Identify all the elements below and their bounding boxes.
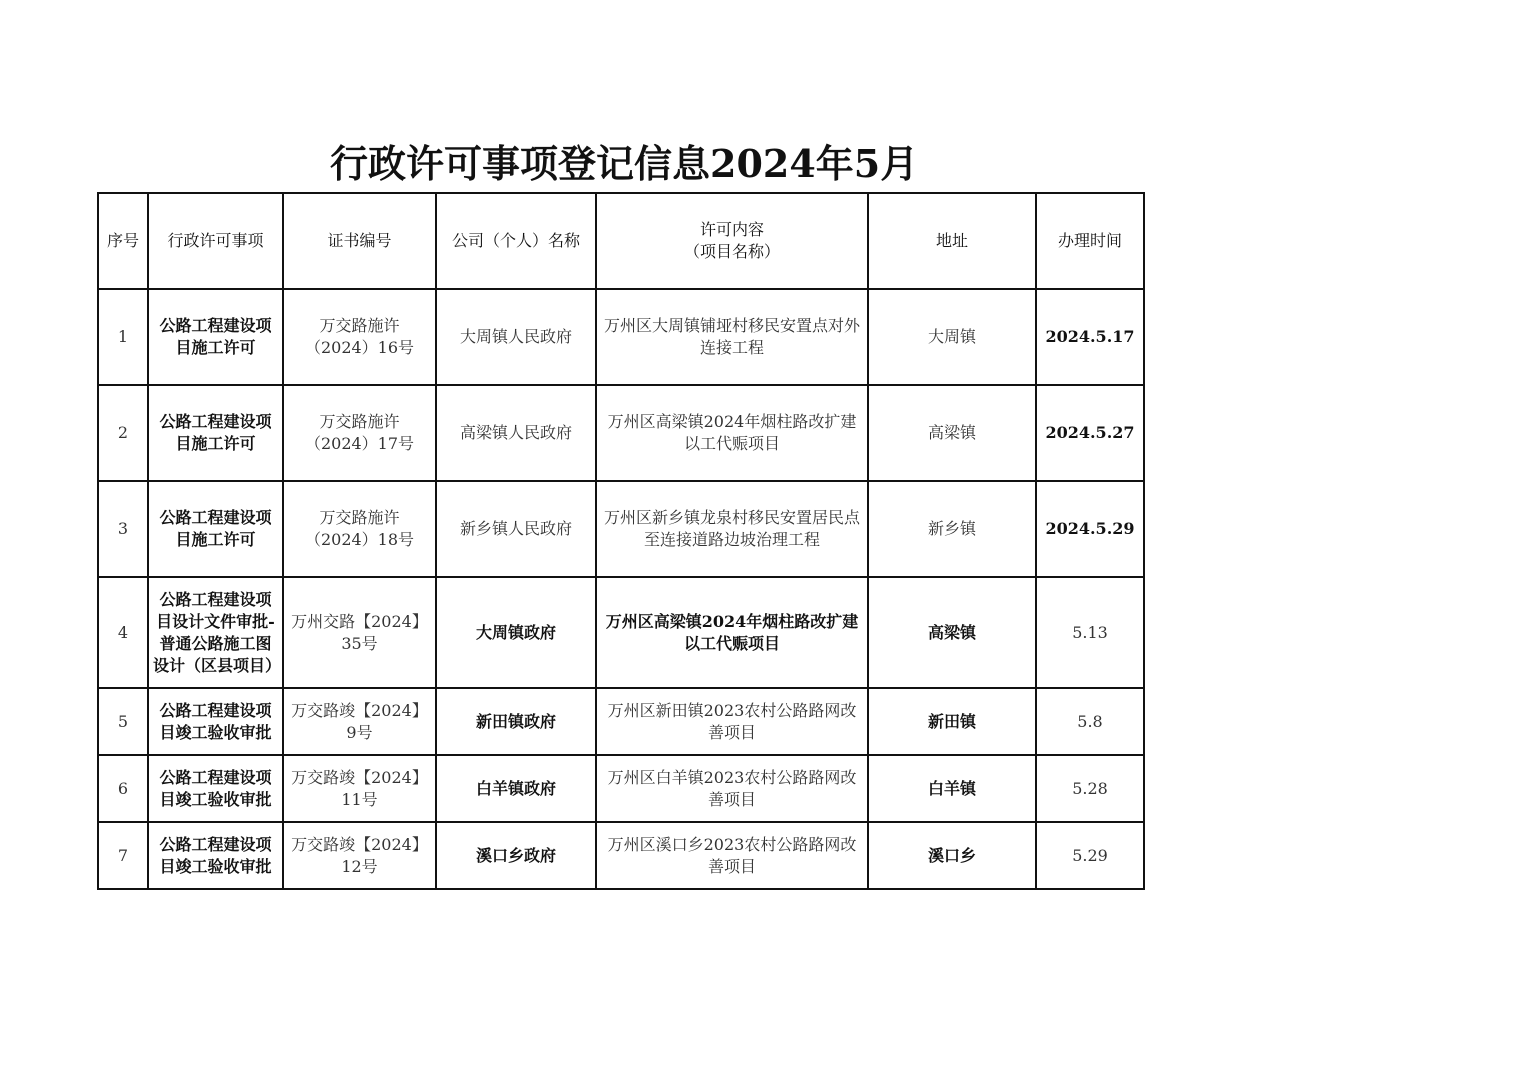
cell-address: 大周镇 — [868, 289, 1036, 385]
cell-cert-line2: 12号 — [341, 856, 378, 876]
cell-address: 高梁镇 — [868, 577, 1036, 688]
table-row — [98, 385, 1144, 481]
cell-cert-line2: 9号 — [346, 722, 373, 742]
cell-item: 公路工程建设项目施工许可 — [148, 481, 283, 577]
header-address: 地址 — [868, 193, 1036, 289]
cell-seq: 6 — [98, 755, 148, 822]
cell-content: 万州区白羊镇2023农村公路路网改善项目 — [596, 755, 868, 822]
cell-cert — [283, 755, 436, 822]
table-row — [98, 481, 1144, 577]
cell-time: 5.13 — [1036, 577, 1144, 688]
cell-cert-line1: 万交路竣【2024】 — [291, 767, 428, 787]
cell-address: 溪口乡 — [868, 822, 1036, 889]
cell-cert-line2: （2024）17号 — [304, 434, 415, 453]
cell-time: 5.28 — [1036, 755, 1144, 822]
cell-company: 新田镇政府 — [436, 688, 596, 755]
cell-item: 公路工程建设项目施工许可 — [148, 385, 283, 481]
cell-item: 公路工程建设项目竣工验收审批 — [148, 755, 283, 822]
cell-content: 万州区高梁镇2024年烟柱路改扩建以工代赈项目 — [596, 577, 868, 688]
cell-time: 2024.5.17 — [1036, 289, 1144, 385]
cell-content: 万州区高梁镇2024年烟柱路改扩建以工代赈项目 — [596, 385, 868, 481]
cell-content: 万州区新乡镇龙泉村移民安置居民点至连接道路边坡治理工程 — [596, 481, 868, 577]
cell-company: 高梁镇人民政府 — [436, 385, 596, 481]
header-content — [596, 193, 868, 289]
cell-seq: 1 — [98, 289, 148, 385]
cell-cert — [283, 481, 436, 577]
cell-company: 大周镇人民政府 — [436, 289, 596, 385]
cell-cert-line1: 万州交路【2024】 — [291, 611, 428, 631]
cell-address: 高梁镇 — [868, 385, 1036, 481]
cell-cert — [283, 289, 436, 385]
header-company: 公司（个人）名称 — [436, 193, 596, 289]
permit-table — [97, 192, 1145, 890]
cell-cert — [283, 822, 436, 889]
header-content-line2: （项目名称） — [683, 242, 780, 261]
cell-cert-line2: 35号 — [341, 633, 378, 653]
cell-address: 新田镇 — [868, 688, 1036, 755]
cell-cert — [283, 385, 436, 481]
cell-company: 新乡镇人民政府 — [436, 481, 596, 577]
cell-content: 万州区新田镇2023农村公路路网改善项目 — [596, 688, 868, 755]
cell-cert-line1: 万交路施许 — [319, 412, 400, 431]
table-row — [98, 289, 1144, 385]
cell-cert-line1: 万交路竣【2024】 — [291, 834, 428, 854]
header-seq: 序号 — [98, 193, 148, 289]
cell-company: 溪口乡政府 — [436, 822, 596, 889]
cell-address: 白羊镇 — [868, 755, 1036, 822]
cell-time: 2024.5.27 — [1036, 385, 1144, 481]
header-item: 行政许可事项 — [148, 193, 283, 289]
header-time: 办理时间 — [1036, 193, 1144, 289]
cell-cert-line1: 万交路竣【2024】 — [291, 700, 428, 720]
cell-content: 万州区大周镇铺垭村移民安置点对外连接工程 — [596, 289, 868, 385]
table-header-row — [98, 193, 1144, 289]
cell-time: 2024.5.29 — [1036, 481, 1144, 577]
cell-cert-line1: 万交路施许 — [319, 316, 400, 335]
cell-address: 新乡镇 — [868, 481, 1036, 577]
cell-seq: 4 — [98, 577, 148, 688]
page-title: 行政许可事项登记信息2024年5月 — [330, 141, 919, 186]
table-row — [98, 577, 1144, 688]
table-row — [98, 822, 1144, 889]
cell-company: 白羊镇政府 — [436, 755, 596, 822]
cell-cert-line2: 11号 — [341, 789, 378, 809]
cell-time: 5.29 — [1036, 822, 1144, 889]
cell-company: 大周镇政府 — [436, 577, 596, 688]
cell-item: 公路工程建设项目施工许可 — [148, 289, 283, 385]
header-content-line1: 许可内容 — [699, 220, 764, 239]
cell-content: 万州区溪口乡2023农村公路路网改善项目 — [596, 822, 868, 889]
table-row — [98, 688, 1144, 755]
cell-cert — [283, 577, 436, 688]
cell-seq: 5 — [98, 688, 148, 755]
cell-cert-line1: 万交路施许 — [319, 508, 400, 527]
table-row — [98, 755, 1144, 822]
cell-cert-line2: （2024）16号 — [304, 338, 415, 357]
header-cert: 证书编号 — [283, 193, 436, 289]
cell-seq: 7 — [98, 822, 148, 889]
cell-item: 公路工程建设项目竣工验收审批 — [148, 822, 283, 889]
cell-item: 公路工程建设项目设计文件审批-普通公路施工图设计（区县项目） — [148, 577, 283, 688]
cell-seq: 2 — [98, 385, 148, 481]
cell-cert — [283, 688, 436, 755]
cell-seq: 3 — [98, 481, 148, 577]
cell-item: 公路工程建设项目竣工验收审批 — [148, 688, 283, 755]
cell-time: 5.8 — [1036, 688, 1144, 755]
cell-cert-line2: （2024）18号 — [304, 530, 415, 549]
